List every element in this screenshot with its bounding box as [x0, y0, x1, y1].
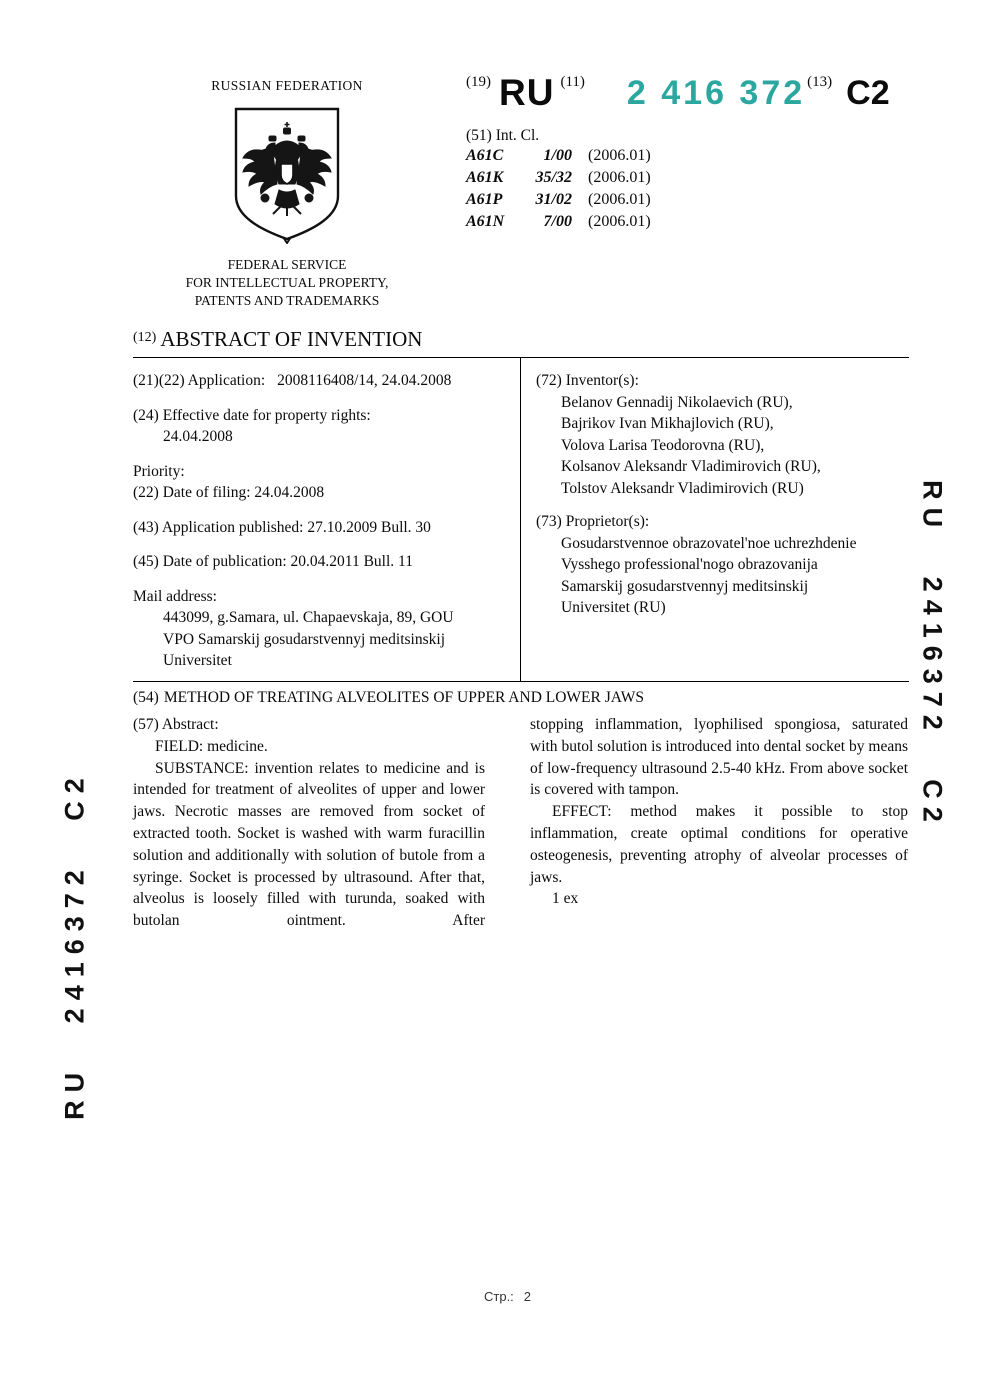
classification-row — [466, 211, 916, 233]
class-date: (2006.01) — [588, 169, 651, 186]
int-cl-label: (51) Int. Cl. — [466, 127, 540, 144]
class-date: (2006.01) — [588, 191, 651, 208]
page-footer — [484, 1289, 531, 1304]
class-sub: 1/00 — [543, 147, 572, 164]
code-11: (11) — [560, 74, 585, 90]
inventors-block — [536, 370, 909, 499]
continuation-paragraph: stopping inflammation, lyophilised spongiosa, saturated with butol solution is introduced into dental socket by means of low-frequency ultrasound 2.5-40 kHz. From above socket is covered with tampon. — [530, 716, 908, 799]
bibliographic-table — [133, 357, 909, 682]
mail-address-block — [133, 586, 520, 672]
proprietor-line: Vysshego professional'nogo obrazovanija — [561, 556, 818, 573]
proprietors-block — [536, 511, 909, 619]
effective-date-row — [133, 405, 520, 448]
proprietor-line: Gosudarstvennoe obrazovatel'noe uchrezhdenie — [561, 534, 857, 552]
abstract-right-column — [530, 714, 908, 910]
code-54: (54) — [133, 689, 159, 706]
publication-number-line — [466, 74, 916, 111]
invention-title — [133, 689, 913, 707]
double-headed-eagle-icon — [231, 106, 343, 244]
abstract-label: (57) Abstract: — [133, 716, 219, 733]
field-line: FIELD: medicine. — [155, 737, 268, 755]
published-row: (43) Application published: 27.10.2009 Bull. 30 — [133, 518, 431, 536]
classification-row — [466, 145, 916, 167]
office-code: RU — [499, 72, 555, 113]
code-13: (13) — [807, 74, 833, 90]
proprietor-line: Universitet (RU) — [561, 599, 666, 616]
class-code: A61N — [466, 213, 505, 230]
code-19: (19) — [466, 74, 491, 90]
publication-number: 2 416 372 — [626, 74, 806, 112]
authority-name — [162, 256, 412, 310]
class-sub: 7/00 — [543, 213, 572, 230]
class-code: A61K — [466, 169, 504, 186]
page-label: Стр.: — [484, 1289, 514, 1304]
right-vertical-publication-id: RU 2416372 C2 — [917, 480, 948, 830]
inventor-name: Volova Larisa Teodorovna (RU), — [561, 436, 765, 454]
class-code: A61P — [466, 191, 503, 208]
publication-date-row: (45) Date of publication: 20.04.2011 Bull. 11 — [133, 553, 413, 570]
inventor-name: Tolstov Aleksandr Vladimirovich (RU) — [561, 479, 804, 497]
authority-line: FOR INTELLECTUAL PROPERTY, — [185, 275, 389, 290]
application-row — [133, 370, 520, 392]
code-12: (12) — [133, 330, 157, 345]
class-sub: 31/02 — [535, 191, 572, 208]
left-vertical-publication-id: RU 2416372 C2 — [59, 770, 90, 1120]
inventor-name: Belanov Gennadij Nikolaevich (RU), — [561, 393, 793, 411]
class-date: (2006.01) — [588, 213, 651, 230]
filing-row: (22) Date of filing: 24.04.2008 — [133, 484, 325, 501]
priority-label: Priority: — [133, 462, 185, 480]
country-name: RUSSIAN FEDERATION — [211, 78, 363, 93]
effective-label: (24) Effective date for property rights: — [133, 406, 371, 424]
kind-code: C2 — [846, 74, 890, 112]
page-number: 2 — [523, 1289, 532, 1304]
authority-line: FEDERAL SERVICE — [227, 257, 347, 272]
application-value: 2008116408/14, 24.04.2008 — [277, 372, 452, 389]
abstract-of-invention-heading — [133, 327, 422, 352]
invention-title-text: METHOD OF TREATING ALVEOLITES OF UPPER AND LOWER JAWS — [163, 689, 644, 706]
mail-line: VPO Samarskij gosudarstvennyj meditsinskij — [163, 630, 446, 648]
mail-line: 443099, g.Samara, ul. Chapaevskaja, 89, GOU — [163, 609, 454, 626]
effective-value: 24.04.2008 — [163, 428, 233, 445]
abstract-left-column — [133, 714, 485, 932]
classification-row — [466, 167, 916, 189]
issuing-country-block — [162, 78, 412, 310]
inventors-label: (72) Inventor(s): — [536, 372, 639, 389]
inventor-name: Bajrikov Ivan Mikhajlovich (RU), — [561, 415, 774, 432]
examples-line: 1 ex — [552, 890, 579, 908]
substance-paragraph: SUBSTANCE: invention relates to medicine and is intended for treatment of alveolites of upper and lower jaws. Necrotic masses are removed from socket of extracted tooth. Socket is washed with warm furacillin solution and additionally with solution of butole from a syringe. Socket is processed by ultrasound. After that, alveolus is loosely filled with turunda, soaked with butolan ointment. After — [133, 759, 485, 930]
mail-line: Universitet — [163, 652, 232, 669]
biblio-left-column — [133, 358, 520, 681]
int-cl-list — [466, 145, 916, 233]
proprietor-line: Samarskij gosudarstvennyj meditsinskij — [561, 577, 809, 595]
proprietors-label: (73) Proprietor(s): — [536, 513, 650, 530]
class-date: (2006.01) — [588, 147, 651, 164]
abstract-heading-title: ABSTRACT OF INVENTION — [160, 327, 423, 351]
authority-line: PATENTS AND TRADEMARKS — [194, 293, 380, 308]
inventor-name: Kolsanov Aleksandr Vladimirovich (RU), — [561, 458, 821, 475]
class-code: A61C — [466, 147, 504, 164]
class-sub: 35/32 — [535, 169, 572, 186]
biblio-right-column — [520, 358, 909, 681]
mail-label: Mail address: — [133, 587, 217, 605]
classification-row — [466, 189, 916, 211]
effect-paragraph: EFFECT: method makes it possible to stop inflammation, create optimal conditions for operative osteogenesis, preventing atrophy of alveolar processes of jaws. — [530, 803, 908, 886]
publication-codes-block — [466, 74, 916, 233]
application-label: (21)(22) Application: — [133, 372, 266, 389]
